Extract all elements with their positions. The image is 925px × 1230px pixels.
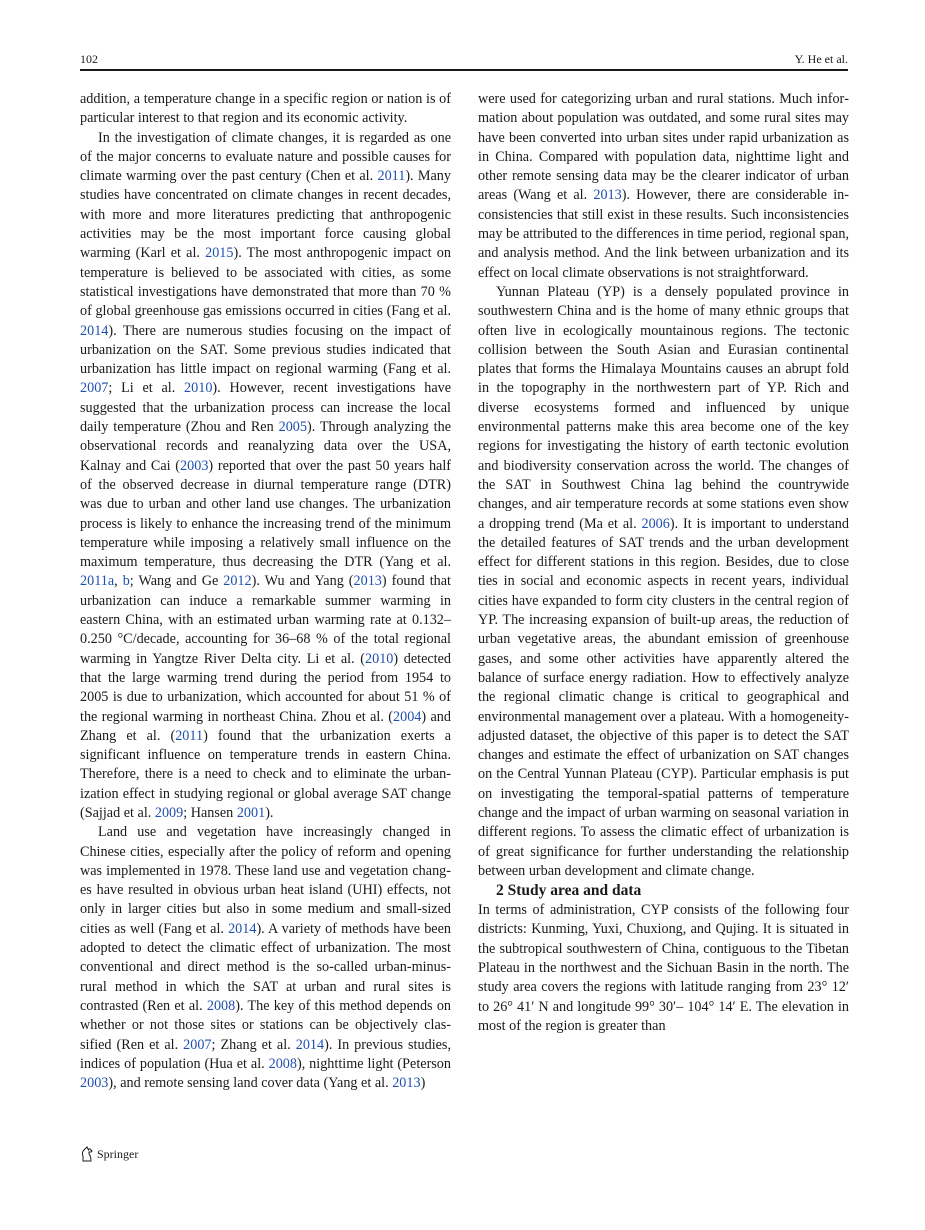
citation-link[interactable]: 2010: [365, 650, 394, 667]
springer-horse-logo-icon: [80, 1146, 94, 1162]
citation-link[interactable]: b: [122, 573, 130, 590]
citation-link[interactable]: 2013: [593, 187, 622, 204]
citation-link[interactable]: 2001: [236, 804, 266, 821]
citation-link[interactable]: 2013: [392, 1075, 421, 1092]
citation-link[interactable]: 2007: [80, 380, 109, 397]
paragraph: In the investigation of climate changes, it is regarded as one of the major concerns to evaluate nature and possible causes for climate warming over the past century (Chen et al. 2011). Many studies have concentrated on climate changes in recent decades, with more and more literatures predicting that anthropogenic activities may be the most important force causing global warming (Karl et al. 2015). The most anthropogenic impact on temperature is believed to be associated with cities, as some statistical investigations have demonstrated that more than 70 % of global greenhouse gas emissions occurred in cities (Fang et al. 2014). There are numerous studies focusing on the impact of urbanization on the SAT. Some previous studies indicated that urbanization has little impact on regional warming (Fang et al. 2007; Li et al. 2010). However, recent investigations have suggested that the urbanization process can increase the local daily temperature (Zhou and Ren 2005). Through analyzing the observational records and reanalyzing data over the USA, Kalnay and Cai (2003) reported that over the past 50 years half of the observed decrease in diurnal temperature range (DTR) was due to urban and other land use changes. The urbanization process is likely to enhance the increasing trend of the minimum temperature while imposing a relatively small influence on the maximum temperature, thus decreasing the DTR (Yang et al. 2011a, b; Wang and Ge 2012). Wu and Yang (2013) found that urbanization can induce a remarkable summer warming in eastern China, with an estimated urban warming rate at 0.132– 0.250 °C/decade, accounting for 36–68 % of the total regional warming in Yangtze River Delta city. Li et al. (2010) detected that the large warming trend during the period from 1954 to 2005 is due to urbanization, which accounted for about 51 % of the regional warming in northeast China. Zhou et al. (2004) and Zhang et al. (2011) found that the urbanization exerts a significant influence on temperature trends in eastern China. Therefore, there is a need to check and to eliminate the urbanization effect in studying regional or global average SAT change (Sajjad et al. 2009; Hansen 2001).: [80, 129, 452, 821]
publisher-footer: [80, 1145, 138, 1163]
running-header: [80, 50, 848, 68]
citation-link[interactable]: 2010: [184, 380, 213, 397]
paragraph: Land use and vegetation have increasingly changed in Chinese cities, especially after the policy of reform and opening was implemented in 1978. These land use and vegetation changes have resulted in obvious urban heat island (UHI) effects, not only in larger cities but also in some medium and small-sized cities as well (Fang et al. 2014). A variety of methods have been adopted to detect the climatic effect of urbanization. The most conventional and direct method is the so-called urban-minus-rural method in which the SAT at urban and rural sites is contrasted (Ren et al. 2008). The key of this method depends on whether or not those sites or stations can be objectively classified (Ren et al. 2007; Zhang et al. 2014). In previous studies, indices of population (Hua et al. 2008), nighttime light (Peterson 2003), and remote sensing land cover data (Yang et al. 2013): [80, 824, 452, 1092]
citation-link[interactable]: 2013: [353, 573, 382, 590]
running-author: Y. He et al.: [794, 52, 848, 66]
citation-link[interactable]: 2014: [295, 1036, 325, 1053]
citation-link[interactable]: 2015: [205, 245, 234, 262]
citation-link[interactable]: 2006: [641, 515, 670, 532]
paragraph: addition, a temperature change in a specific region or nation is of particular interest to that region and its economic activity.: [80, 91, 451, 127]
citation-link[interactable]: 2011: [377, 168, 406, 185]
citation-link[interactable]: 2014: [228, 920, 257, 937]
page-number: 102: [80, 52, 98, 66]
citation-link[interactable]: 2014: [80, 322, 109, 339]
citation-link[interactable]: 2012: [223, 573, 252, 590]
citation-link[interactable]: 2003: [180, 457, 209, 474]
paragraph: Yunnan Plateau (YP) is a densely populated province in southwestern China and is the home of many ethnic groups that often live in ecologically mountainous regions. The tectonic collision between the South Asian and Eurasian continental plates that forms the Himalaya Mountains causes an abrupt fold in the topography in the northwestern part of YP. Rich and diverse ecosystems formed and influenced by unique environmental patterns make this area become one of the key regions for investigating the history of earth tectonic evolution and biodiversity conservation across the world. The changes of the SAT in Southwest China lag behind the countrywide changes, and air temperature records at some stations even show a dropping trend (Ma et al. 2006). It is important to understand the detailed features of SAT trends and the urban development effect for different stations in this region. Besides, due to close ties in social and economic aspects in recent years, individual cities have expanded to form city clusters in the central region of YP. The increasing expansion of built-up areas, the reduction of urban vegetative areas, the abundant emission of greenhouse gases, and some other activities have apparently altered the balance of surface energy radiation. How to effectively analyze the regional climatic change is critical to geographical and environmental management over a plateau. With a homogeneity-adjusted dataset, the objective of this paper is to detect the SAT changes and estimate the effect of urbanization on SAT changes on the Central Yunnan Plateau (CYP). Particular emphasis is put on investigating the temporal-spatial patterns of temperature change and the impact of urban warming on seasonal variation in different regions. To assess the climatic effect of urbanization is of great significance for further understanding the relationship between urban development and climate change.: [478, 283, 849, 879]
paragraph: were used for categorizing urban and rural stations. Much information about population was outdated, and some rural sites may have been converted into urban sites under rapid urbanization as in China. Compared with population data, nighttime light and other remote sensing data may be the clearer indicator of urban areas (Wang et al. 2013). However, there are considerable inconsistencies that still exist in these results. Such inconsistencies may be attributed to the differences in time period, regional span, and analysis method. And the link between urbanization and its effect on local climate observations is not straightforward.: [478, 91, 849, 281]
citation-link[interactable]: 2011: [175, 727, 204, 744]
header-rule: [80, 69, 848, 71]
section-heading: 2 Study area and data: [496, 882, 642, 900]
citation-link[interactable]: 2003: [80, 1075, 109, 1092]
left-column: [80, 90, 451, 1093]
right-column: [478, 90, 849, 1036]
citation-link[interactable]: 2008: [206, 997, 236, 1014]
citation-link[interactable]: 2008: [268, 1055, 297, 1072]
citation-link[interactable]: 2007: [183, 1036, 212, 1053]
paragraph: In terms of administration, CYP consists of the following four districts: Kunming, Yuxi, Chuxiong, and Qujing. It is situated in the subtropical southwestern of China, contiguous to the Tibetan Plateau in the northwest and the Sichuan Basin in the north. The study area covers the regions with latitude ranging from 23° 12′ to 26° 41′ N and longitude 99° 30′– 104° 14′ E. The elevation in most of the region is greater than: [478, 902, 849, 1034]
citation-link[interactable]: 2011a: [80, 573, 115, 590]
citation-link[interactable]: 2004: [393, 708, 422, 725]
citation-link[interactable]: 2005: [278, 419, 307, 436]
citation-link[interactable]: 2009: [154, 804, 184, 821]
publisher-name: Springer: [97, 1147, 139, 1161]
